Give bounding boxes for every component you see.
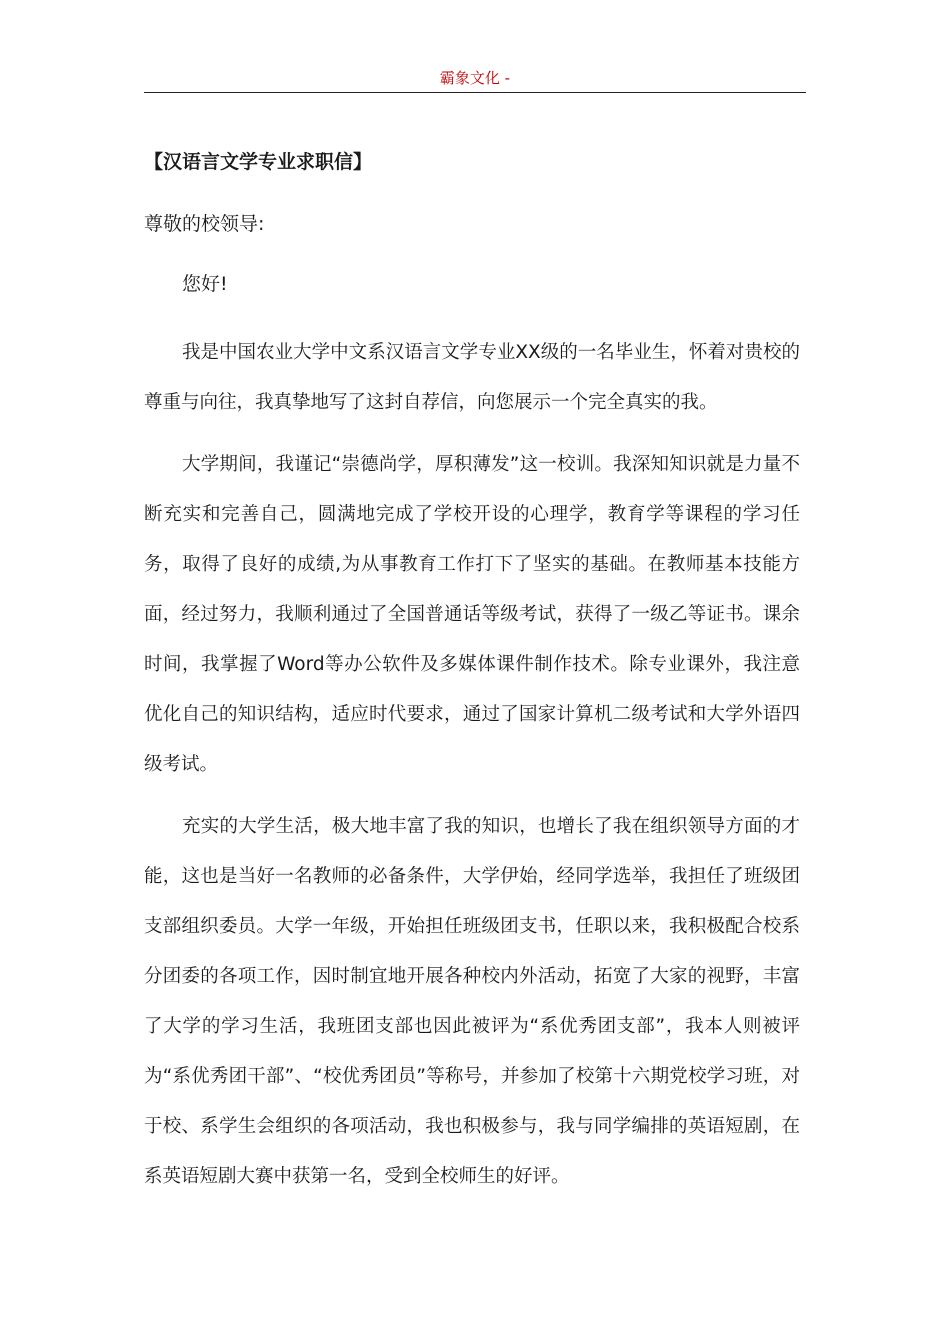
paragraph-activities: 充实的大学生活，极大地丰富了我的知识，也增长了我在组织领导方面的才能，这也是当好一名教师的必备条件，大学伊始，经同学选举，我担任了班级团支部组织委员。大学一年级，开始担任班级团支书，任职以来，我积极配合校系分团委的各项工作，因时制宜地开展各种校内外活动，拓宽了大家的视野，丰富了大学的学习生活，我班团支部也因此被评为“系优秀团支部”，我本人则被评为“系优秀团干部”、“校优秀团员”等称号，并参加了校第十六期党校学习班，对于校、系学生会组织的各项活动，我也积极参与，我与同学编排的英语短剧，在系英语短剧大赛中获第一名，受到全校师生的好评。 — [144, 816, 800, 1187]
greeting: 您好! — [182, 273, 228, 295]
page-header — [144, 66, 806, 93]
document-title: 【汉语言文学专业求职信】 — [144, 151, 373, 173]
paragraph-study: 大学期间，我谨记“崇德尚学，厚积薄发”这一校训。我深知知识就是力量不断充实和完善自己，圆满地完成了学校开设的心理学，教育学等课程的学习任务，取得了良好的成绩,为从事教育工作打下了坚实的基础。在教师基本技能方面，经过努力，我顺利通过了全国普通话等级考试，获得了一级乙等证书。课余时间，我掌握了Word等办公软件及多媒体课件制作技术。除专业课外，我注意优化自己的知识结构，适应时代要求，通过了国家计算机二级考试和大学外语四级考试。 — [144, 454, 800, 775]
paragraph-intro: 我是中国农业大学中文系汉语言文学专业XX级的一名毕业生，怀着对贵校的尊重与向往，我真挚地写了这封自荐信，向您展示一个完全真实的我。 — [144, 342, 800, 413]
document-body — [144, 146, 800, 1214]
salutation: 尊敬的校领导: — [144, 213, 265, 235]
header-text: 霸象文化 - — [439, 69, 511, 87]
